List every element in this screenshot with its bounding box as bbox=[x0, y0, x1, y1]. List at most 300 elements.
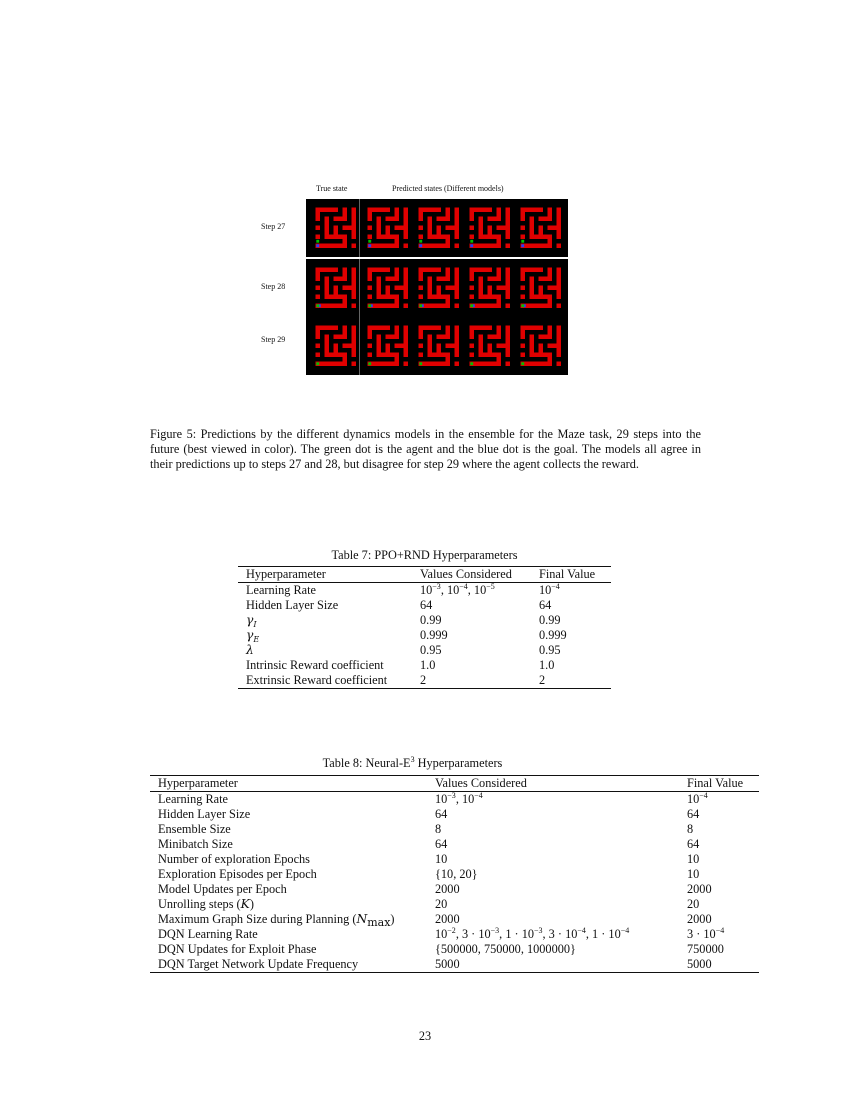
param-name: DQN Learning Rate bbox=[158, 927, 258, 941]
maze-wall bbox=[399, 357, 404, 362]
maze-wall bbox=[372, 335, 377, 340]
maze-wall bbox=[492, 348, 497, 353]
maze-wall bbox=[428, 357, 433, 362]
maze-wall bbox=[525, 339, 530, 344]
maze-wall bbox=[548, 281, 553, 286]
maze-wall bbox=[419, 348, 424, 353]
maze-wall bbox=[450, 244, 455, 249]
maze-wall bbox=[497, 248, 502, 253]
maze-wall bbox=[534, 348, 539, 353]
maze-wall bbox=[363, 230, 368, 235]
maze-wall bbox=[408, 212, 413, 217]
maze-wall bbox=[320, 366, 325, 371]
param-name: Intrinsic Reward coefficient bbox=[246, 658, 384, 672]
maze-wall bbox=[437, 339, 442, 344]
maze-wall bbox=[525, 277, 530, 282]
maze-wall bbox=[506, 357, 511, 362]
maze-wall bbox=[474, 353, 479, 358]
maze-wall bbox=[483, 281, 488, 286]
maze-wall bbox=[548, 248, 553, 253]
maze-wall bbox=[530, 330, 535, 335]
maze-wall bbox=[363, 295, 368, 300]
header-values-considered: Values Considered bbox=[427, 776, 679, 792]
maze-wall bbox=[465, 230, 470, 235]
maze-wall bbox=[311, 286, 316, 291]
maze-wall bbox=[525, 281, 530, 286]
maze-wall bbox=[372, 290, 377, 295]
maze-wall bbox=[450, 212, 455, 217]
maze-wall bbox=[423, 308, 428, 313]
maze-wall bbox=[363, 330, 368, 335]
maze-wall bbox=[470, 321, 475, 326]
maze-wall bbox=[474, 344, 479, 349]
figure-header-true-state: True state bbox=[316, 184, 348, 193]
maze-true-state bbox=[311, 321, 361, 371]
maze-wall bbox=[423, 272, 428, 277]
maze-wall bbox=[423, 330, 428, 335]
maze-wall bbox=[483, 272, 488, 277]
maze-wall bbox=[483, 330, 488, 335]
maze-wall bbox=[450, 230, 455, 235]
maze-wall bbox=[552, 304, 557, 309]
param-final: $10^{-4}$ bbox=[687, 791, 708, 806]
maze-wall bbox=[492, 212, 497, 217]
maze-wall bbox=[548, 348, 553, 353]
maze-wall bbox=[414, 299, 419, 304]
maze-wall bbox=[492, 344, 497, 349]
maze-wall bbox=[432, 281, 437, 286]
maze-wall bbox=[408, 299, 413, 304]
maze-wall bbox=[446, 366, 451, 371]
maze-wall bbox=[399, 268, 404, 273]
step-label-27: Step 27 bbox=[261, 222, 286, 231]
maze-wall bbox=[320, 281, 325, 286]
maze-wall bbox=[368, 308, 373, 313]
maze-wall bbox=[432, 221, 437, 226]
maze-wall bbox=[432, 203, 437, 208]
maze-wall bbox=[497, 321, 502, 326]
maze-wall bbox=[329, 308, 334, 313]
maze-wall bbox=[450, 308, 455, 313]
maze-wall bbox=[534, 281, 539, 286]
maze-wall bbox=[552, 248, 557, 253]
maze-wall bbox=[419, 321, 424, 326]
maze-wall bbox=[516, 366, 521, 371]
maze-wall bbox=[488, 339, 493, 344]
maze-wall bbox=[521, 308, 526, 313]
maze-wall bbox=[419, 308, 424, 313]
maze-wall bbox=[311, 226, 316, 231]
maze-wall bbox=[311, 244, 316, 249]
maze-wall bbox=[470, 339, 475, 344]
maze-wall bbox=[450, 277, 455, 282]
maze-wall bbox=[334, 321, 339, 326]
maze-wall bbox=[399, 353, 404, 358]
maze-wall bbox=[516, 217, 521, 222]
maze-wall bbox=[311, 268, 316, 273]
maze-wall bbox=[539, 248, 544, 253]
maze-wall bbox=[465, 221, 470, 226]
maze-wall bbox=[459, 208, 464, 213]
maze-wall bbox=[455, 366, 460, 371]
maze-wall bbox=[395, 366, 400, 371]
maze-wall bbox=[492, 299, 497, 304]
maze-wall bbox=[552, 244, 557, 249]
maze-wall bbox=[492, 281, 497, 286]
maze-wall bbox=[381, 226, 386, 231]
maze-wall bbox=[465, 212, 470, 217]
maze-wall bbox=[501, 212, 506, 217]
maze-wall bbox=[372, 344, 377, 349]
maze-wall bbox=[470, 203, 475, 208]
maze-wall bbox=[506, 321, 511, 326]
maze-wall bbox=[470, 281, 475, 286]
maze-wall bbox=[501, 239, 506, 244]
maze-wall bbox=[552, 299, 557, 304]
maze-wall bbox=[419, 366, 424, 371]
maze-wall bbox=[516, 290, 521, 295]
maze-wall bbox=[530, 263, 535, 268]
maze-wall bbox=[516, 357, 521, 362]
maze-wall bbox=[419, 299, 424, 304]
maze-wall bbox=[534, 217, 539, 222]
maze-wall bbox=[338, 321, 343, 326]
maze-wall bbox=[395, 339, 400, 344]
maze-wall bbox=[470, 221, 475, 226]
maze-wall bbox=[450, 366, 455, 371]
maze-wall bbox=[552, 230, 557, 235]
maze-wall bbox=[352, 248, 357, 253]
maze-wall bbox=[552, 268, 557, 273]
maze-wall bbox=[372, 212, 377, 217]
maze-wall bbox=[390, 226, 395, 231]
maze-wall bbox=[408, 308, 413, 313]
maze-wall bbox=[347, 308, 352, 313]
maze-wall bbox=[516, 348, 521, 353]
maze-wall bbox=[329, 277, 334, 282]
maze-predicted-state bbox=[363, 203, 413, 253]
maze-wall bbox=[534, 263, 539, 268]
maze-wall bbox=[506, 299, 511, 304]
maze-wall bbox=[474, 290, 479, 295]
maze-wall bbox=[539, 272, 544, 277]
maze-wall bbox=[465, 239, 470, 244]
maze-wall bbox=[516, 281, 521, 286]
maze-wall bbox=[395, 248, 400, 253]
maze-predicted-state bbox=[363, 263, 413, 313]
maze-wall bbox=[419, 230, 424, 235]
maze-wall bbox=[390, 339, 395, 344]
maze-wall bbox=[311, 281, 316, 286]
maze-wall bbox=[459, 248, 464, 253]
maze-wall bbox=[465, 366, 470, 371]
maze-wall bbox=[525, 248, 530, 253]
maze-wall bbox=[534, 248, 539, 253]
table-row bbox=[238, 613, 611, 628]
maze-wall bbox=[316, 281, 321, 286]
maze-wall bbox=[474, 272, 479, 277]
maze-wall bbox=[516, 272, 521, 277]
maze-wall bbox=[329, 226, 334, 231]
maze-wall bbox=[501, 290, 506, 295]
agent-dot bbox=[368, 240, 371, 243]
maze-wall bbox=[390, 281, 395, 286]
maze-wall bbox=[432, 272, 437, 277]
maze-wall bbox=[543, 308, 548, 313]
maze-wall bbox=[465, 304, 470, 309]
maze-wall bbox=[338, 239, 343, 244]
maze-wall bbox=[368, 339, 373, 344]
maze-wall bbox=[372, 221, 377, 226]
maze-wall bbox=[441, 326, 446, 331]
maze-wall bbox=[516, 268, 521, 273]
maze-wall bbox=[465, 326, 470, 331]
maze-wall bbox=[428, 239, 433, 244]
maze-wall bbox=[543, 221, 548, 226]
maze-wall bbox=[399, 339, 404, 344]
maze-wall bbox=[552, 339, 557, 344]
maze-wall bbox=[525, 272, 530, 277]
maze-wall bbox=[399, 330, 404, 335]
maze-wall bbox=[450, 326, 455, 331]
maze-wall bbox=[450, 330, 455, 335]
maze-wall bbox=[441, 281, 446, 286]
maze-wall bbox=[408, 226, 413, 231]
maze-wall bbox=[534, 277, 539, 282]
maze-wall bbox=[492, 268, 497, 273]
maze-wall bbox=[561, 344, 566, 349]
header-hyperparameter: Hyperparameter bbox=[238, 567, 412, 583]
table-row bbox=[150, 957, 759, 973]
maze-wall bbox=[381, 339, 386, 344]
maze-wall bbox=[479, 212, 484, 217]
maze-wall bbox=[408, 221, 413, 226]
maze-wall bbox=[479, 357, 484, 362]
maze-wall bbox=[530, 308, 535, 313]
maze-wall bbox=[450, 335, 455, 340]
maze-wall bbox=[450, 217, 455, 222]
maze-wall bbox=[455, 263, 460, 268]
maze-wall bbox=[561, 272, 566, 277]
maze-wall bbox=[510, 239, 515, 244]
maze-wall bbox=[423, 226, 428, 231]
maze-wall bbox=[329, 248, 334, 253]
true-predicted-divider bbox=[359, 317, 360, 375]
maze-wall bbox=[408, 362, 413, 367]
maze-wall bbox=[325, 248, 330, 253]
maze-wall bbox=[510, 226, 515, 231]
maze-wall bbox=[459, 244, 464, 249]
maze-wall bbox=[390, 330, 395, 335]
maze-wall bbox=[408, 230, 413, 235]
maze-row-step-28 bbox=[306, 259, 568, 317]
maze-wall bbox=[338, 208, 343, 213]
maze-wall bbox=[561, 299, 566, 304]
maze-wall bbox=[488, 321, 493, 326]
maze-wall bbox=[432, 348, 437, 353]
maze-wall bbox=[501, 295, 506, 300]
maze-wall bbox=[390, 366, 395, 371]
maze-wall bbox=[459, 308, 464, 313]
maze-wall bbox=[372, 330, 377, 335]
maze-wall bbox=[399, 281, 404, 286]
maze-wall bbox=[408, 295, 413, 300]
table-row bbox=[238, 628, 611, 643]
maze-wall bbox=[334, 263, 339, 268]
table-row bbox=[150, 822, 759, 837]
maze-wall bbox=[525, 263, 530, 268]
maze-wall bbox=[501, 366, 506, 371]
maze-wall bbox=[419, 263, 424, 268]
maze-wall bbox=[347, 217, 352, 222]
maze-wall bbox=[381, 348, 386, 353]
maze-wall bbox=[368, 263, 373, 268]
maze-wall bbox=[414, 239, 419, 244]
maze-wall bbox=[470, 308, 475, 313]
maze-wall bbox=[363, 344, 368, 349]
maze-wall bbox=[561, 239, 566, 244]
agent-dot bbox=[419, 240, 422, 243]
maze-wall bbox=[543, 272, 548, 277]
goal-dot bbox=[316, 244, 319, 247]
maze-wall bbox=[316, 230, 321, 235]
table-row bbox=[150, 882, 759, 897]
maze-wall bbox=[329, 217, 334, 222]
maze-wall bbox=[488, 308, 493, 313]
maze-wall bbox=[311, 217, 316, 222]
maze-wall bbox=[428, 321, 433, 326]
maze-wall bbox=[465, 281, 470, 286]
maze-wall bbox=[488, 248, 493, 253]
maze-wall bbox=[492, 308, 497, 313]
maze-wall bbox=[325, 212, 330, 217]
maze-wall bbox=[510, 208, 515, 213]
maze-wall bbox=[479, 299, 484, 304]
table-row bbox=[238, 598, 611, 613]
param-name: DQN Target Network Update Frequency bbox=[150, 957, 427, 973]
maze-wall bbox=[516, 326, 521, 331]
maze-wall bbox=[399, 366, 404, 371]
maze-wall bbox=[561, 235, 566, 240]
maze-wall bbox=[325, 357, 330, 362]
agent-dot bbox=[521, 240, 524, 243]
maze-wall bbox=[408, 326, 413, 331]
agent-dot bbox=[419, 304, 422, 307]
maze-wall bbox=[543, 290, 548, 295]
maze-wall bbox=[525, 335, 530, 340]
maze-wall bbox=[320, 277, 325, 282]
maze-wall bbox=[561, 230, 566, 235]
maze-wall bbox=[450, 221, 455, 226]
maze-wall bbox=[483, 277, 488, 282]
maze-wall bbox=[525, 235, 530, 240]
maze-wall bbox=[459, 203, 464, 208]
maze-wall bbox=[474, 339, 479, 344]
maze-wall bbox=[497, 221, 502, 226]
maze-wall bbox=[338, 344, 343, 349]
maze-wall bbox=[561, 263, 566, 268]
maze-wall bbox=[395, 230, 400, 235]
maze-wall bbox=[459, 326, 464, 331]
maze-wall bbox=[414, 326, 419, 331]
maze-wall bbox=[363, 362, 368, 367]
maze-wall bbox=[530, 248, 535, 253]
maze-wall bbox=[432, 230, 437, 235]
maze-wall bbox=[465, 203, 470, 208]
maze-wall bbox=[372, 230, 377, 235]
maze-wall bbox=[516, 295, 521, 300]
maze-wall bbox=[338, 212, 343, 217]
table-8-title: Table 8: Neural-$E^3$ Hyperparameters bbox=[322, 755, 503, 770]
maze-wall bbox=[325, 263, 330, 268]
maze-wall bbox=[450, 239, 455, 244]
maze-wall bbox=[534, 357, 539, 362]
maze-wall bbox=[343, 263, 348, 268]
maze-wall bbox=[474, 212, 479, 217]
maze-wall bbox=[450, 295, 455, 300]
maze-wall bbox=[441, 339, 446, 344]
maze-wall bbox=[474, 248, 479, 253]
param-name: Unrolling steps (K) bbox=[158, 897, 254, 911]
maze-wall bbox=[338, 286, 343, 291]
agent-dot bbox=[419, 362, 422, 365]
maze-wall bbox=[552, 263, 557, 268]
maze-wall bbox=[399, 277, 404, 282]
maze-wall bbox=[320, 230, 325, 235]
param-name: Exploration Episodes per Epoch bbox=[158, 867, 317, 881]
maze-wall bbox=[450, 362, 455, 367]
maze-wall bbox=[510, 286, 515, 291]
maze-wall bbox=[386, 212, 391, 217]
maze-wall bbox=[316, 290, 321, 295]
maze-wall bbox=[408, 304, 413, 309]
maze-wall bbox=[399, 217, 404, 222]
maze-wall bbox=[465, 235, 470, 240]
maze-wall bbox=[510, 326, 515, 331]
maze-wall bbox=[459, 339, 464, 344]
maze-wall bbox=[399, 212, 404, 217]
maze-wall bbox=[510, 357, 515, 362]
maze-wall bbox=[404, 366, 409, 371]
maze-wall bbox=[338, 357, 343, 362]
maze-wall bbox=[543, 268, 548, 273]
maze-wall bbox=[338, 230, 343, 235]
maze-wall bbox=[506, 203, 511, 208]
goal-dot bbox=[521, 244, 524, 247]
maze-wall bbox=[414, 353, 419, 358]
maze-wall bbox=[414, 308, 419, 313]
maze-wall bbox=[395, 281, 400, 286]
maze-wall bbox=[347, 203, 352, 208]
maze-wall bbox=[516, 335, 521, 340]
maze-wall bbox=[543, 299, 548, 304]
param-name: λ bbox=[246, 643, 254, 657]
maze-wall bbox=[501, 357, 506, 362]
maze-wall bbox=[497, 290, 502, 295]
maze-wall bbox=[311, 212, 316, 217]
maze-wall bbox=[414, 248, 419, 253]
maze-wall bbox=[459, 335, 464, 340]
maze-wall bbox=[521, 299, 526, 304]
maze-wall bbox=[320, 308, 325, 313]
maze-wall bbox=[338, 203, 343, 208]
maze-wall bbox=[510, 277, 515, 282]
maze-wall bbox=[408, 290, 413, 295]
maze-wall bbox=[561, 366, 566, 371]
maze-wall bbox=[561, 353, 566, 358]
maze-wall bbox=[363, 353, 368, 358]
maze-wall bbox=[363, 290, 368, 295]
